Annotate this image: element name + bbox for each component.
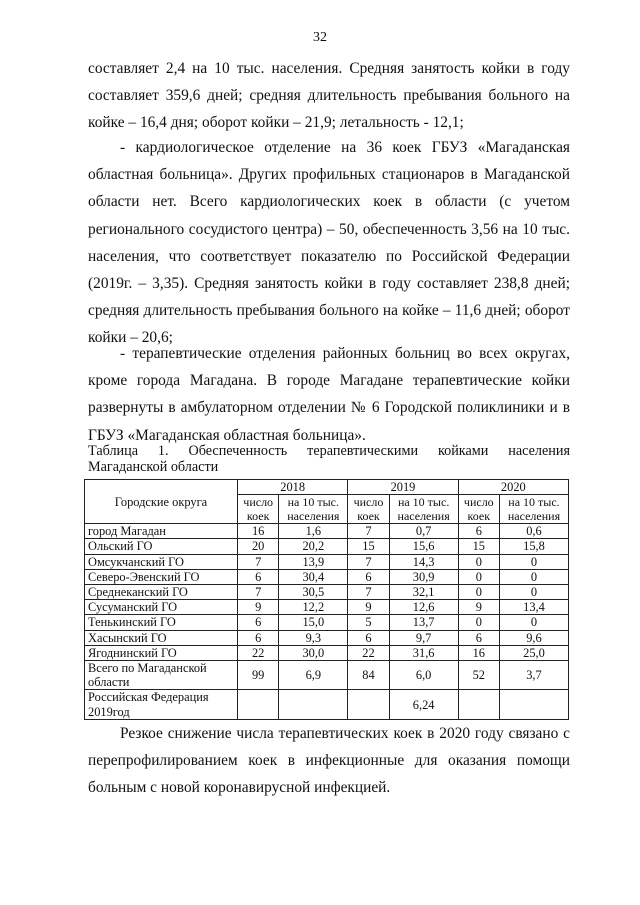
paragraph-cardiology: - кардиологическое отделение на 36 коек ГБУЗ «Магаданская областная больница». Других профильных стационаров в Магаданской области нет. Всего кардиологических коек в области (с учетом регионального сосудистого центра) – 50, обеспеченность 3,56 на 10 тыс. населения, что соответствует показателю по Российской Федерации (2019г. – 3,35). Средняя занятость койки в году составляет 238,8 дней; средняя длительность пребывания больного на койке – 11,6 дней; оборот койки – 20,6; <box>88 139 570 347</box>
value-cell: 6,9 <box>279 661 348 690</box>
value-cell: 13,9 <box>279 554 348 569</box>
year-header: 2018 <box>238 480 348 495</box>
okrug-name-cell: Среднеканский ГО <box>85 585 238 600</box>
value-cell: 9 <box>238 600 279 615</box>
value-cell: 0 <box>458 554 499 569</box>
beds-table <box>84 479 569 720</box>
okrug-name-cell: Ягоднинский ГО <box>85 645 238 660</box>
value-cell: 6 <box>458 630 499 645</box>
table-row <box>85 585 569 600</box>
paragraph-conclusion: Резкое снижение числа терапевтических коек в 2020 году связано с перепрофилированием коек в инфекционные для оказания помощи больным с новой коронавирусной инфекцией. <box>88 725 570 797</box>
okrug-name-cell: Всего по Магаданской области <box>85 661 238 690</box>
sub-header-count: число коек <box>238 495 279 524</box>
value-cell: 6,0 <box>389 661 458 690</box>
table-row <box>85 690 569 719</box>
value-cell: 0 <box>458 615 499 630</box>
value-cell <box>348 690 389 719</box>
value-cell: 12,6 <box>389 600 458 615</box>
value-cell: 6 <box>238 615 279 630</box>
okrug-name-cell: Хасынский ГО <box>85 630 238 645</box>
value-cell: 15,8 <box>499 539 568 554</box>
okrug-name-cell: Тенькинский ГО <box>85 615 238 630</box>
value-cell: 7 <box>348 524 389 539</box>
page-number: 32 <box>313 30 327 45</box>
value-cell: 6 <box>238 630 279 645</box>
value-cell <box>279 690 348 719</box>
table-row <box>85 600 569 615</box>
value-cell: 7 <box>348 554 389 569</box>
value-cell: 32,1 <box>389 585 458 600</box>
value-cell: 14,3 <box>389 554 458 569</box>
value-cell: 6 <box>348 630 389 645</box>
value-cell <box>238 690 279 719</box>
value-cell: 0 <box>499 585 568 600</box>
value-cell: 0,7 <box>389 524 458 539</box>
value-cell: 5 <box>348 615 389 630</box>
value-cell: 0 <box>458 585 499 600</box>
okrug-name-cell: город Магадан <box>85 524 238 539</box>
value-cell: 13,7 <box>389 615 458 630</box>
sub-header-count: число коек <box>348 495 389 524</box>
paragraph-therapy: - терапевтические отделения районных больниц во всех округах, кроме города Магадана. В городе Магадане терапевтические койки развернуты в амбулаторном отделении № 6 Городской поликлиники и в ГБУЗ «Магаданская областная больница». <box>88 345 570 444</box>
value-cell: 16 <box>238 524 279 539</box>
value-cell: 15,0 <box>279 615 348 630</box>
table-row <box>85 630 569 645</box>
sub-header-rate: на 10 тыс. населения <box>279 495 348 524</box>
table-body <box>85 524 569 720</box>
value-cell: 99 <box>238 661 279 690</box>
value-cell: 52 <box>458 661 499 690</box>
year-header: 2019 <box>348 480 458 495</box>
value-cell: 9,3 <box>279 630 348 645</box>
value-cell: 7 <box>348 585 389 600</box>
value-cell: 0 <box>458 569 499 584</box>
value-cell: 0 <box>499 569 568 584</box>
value-cell: 6 <box>458 524 499 539</box>
paragraph-1: составляет 2,4 на 10 тыс. населения. Средняя занятость койки в году составляет 359,6 дней; средняя длительность пребывания больного на койке – 16,4 дня; оборот койки – 21,9; летальность - 12,1; <box>88 60 570 132</box>
table-row <box>85 554 569 569</box>
value-cell: 30,5 <box>279 585 348 600</box>
value-cell: 6 <box>238 569 279 584</box>
okrug-name-cell: Сусуманский ГО <box>85 600 238 615</box>
table-row <box>85 539 569 554</box>
year-header: 2020 <box>458 480 568 495</box>
value-cell: 22 <box>238 645 279 660</box>
table-row <box>85 524 569 539</box>
value-cell: 6 <box>348 569 389 584</box>
value-cell: 3,7 <box>499 661 568 690</box>
table-row <box>85 661 569 690</box>
table-row <box>85 645 569 660</box>
value-cell: 0,6 <box>499 524 568 539</box>
value-cell: 9,6 <box>499 630 568 645</box>
value-cell: 9 <box>348 600 389 615</box>
value-cell: 0 <box>499 554 568 569</box>
okrug-name-cell: Российская Федерация 2019год <box>85 690 238 719</box>
value-cell: 16 <box>458 645 499 660</box>
value-cell: 15 <box>458 539 499 554</box>
value-cell: 15,6 <box>389 539 458 554</box>
value-cell: 30,0 <box>279 645 348 660</box>
okrug-name-cell: Северо-Эвенский ГО <box>85 569 238 584</box>
value-cell: 9 <box>458 600 499 615</box>
value-cell: 25,0 <box>499 645 568 660</box>
value-cell: 22 <box>348 645 389 660</box>
value-cell: 20 <box>238 539 279 554</box>
value-cell: 20,2 <box>279 539 348 554</box>
table-row <box>85 569 569 584</box>
value-cell: 84 <box>348 661 389 690</box>
sub-header-rate: на 10 тыс. населения <box>499 495 568 524</box>
value-cell <box>458 690 499 719</box>
sub-header-rate: на 10 тыс. населения <box>389 495 458 524</box>
value-cell: 13,4 <box>499 600 568 615</box>
value-cell: 6,24 <box>389 690 458 719</box>
table-caption: Таблица 1. Обеспеченность терапевтическими койками населения Магаданской области <box>88 443 570 475</box>
value-cell: 7 <box>238 554 279 569</box>
value-cell: 1,6 <box>279 524 348 539</box>
okrug-name-cell: Омсукчанский ГО <box>85 554 238 569</box>
value-cell: 31,6 <box>389 645 458 660</box>
value-cell: 9,7 <box>389 630 458 645</box>
value-cell: 15 <box>348 539 389 554</box>
value-cell: 0 <box>499 615 568 630</box>
col-okrug-header: Городские округа <box>85 480 238 524</box>
table-row <box>85 615 569 630</box>
value-cell: 30,4 <box>279 569 348 584</box>
value-cell: 7 <box>238 585 279 600</box>
value-cell: 30,9 <box>389 569 458 584</box>
value-cell <box>499 690 568 719</box>
sub-header-count: число коек <box>458 495 499 524</box>
okrug-name-cell: Ольский ГО <box>85 539 238 554</box>
value-cell: 12,2 <box>279 600 348 615</box>
